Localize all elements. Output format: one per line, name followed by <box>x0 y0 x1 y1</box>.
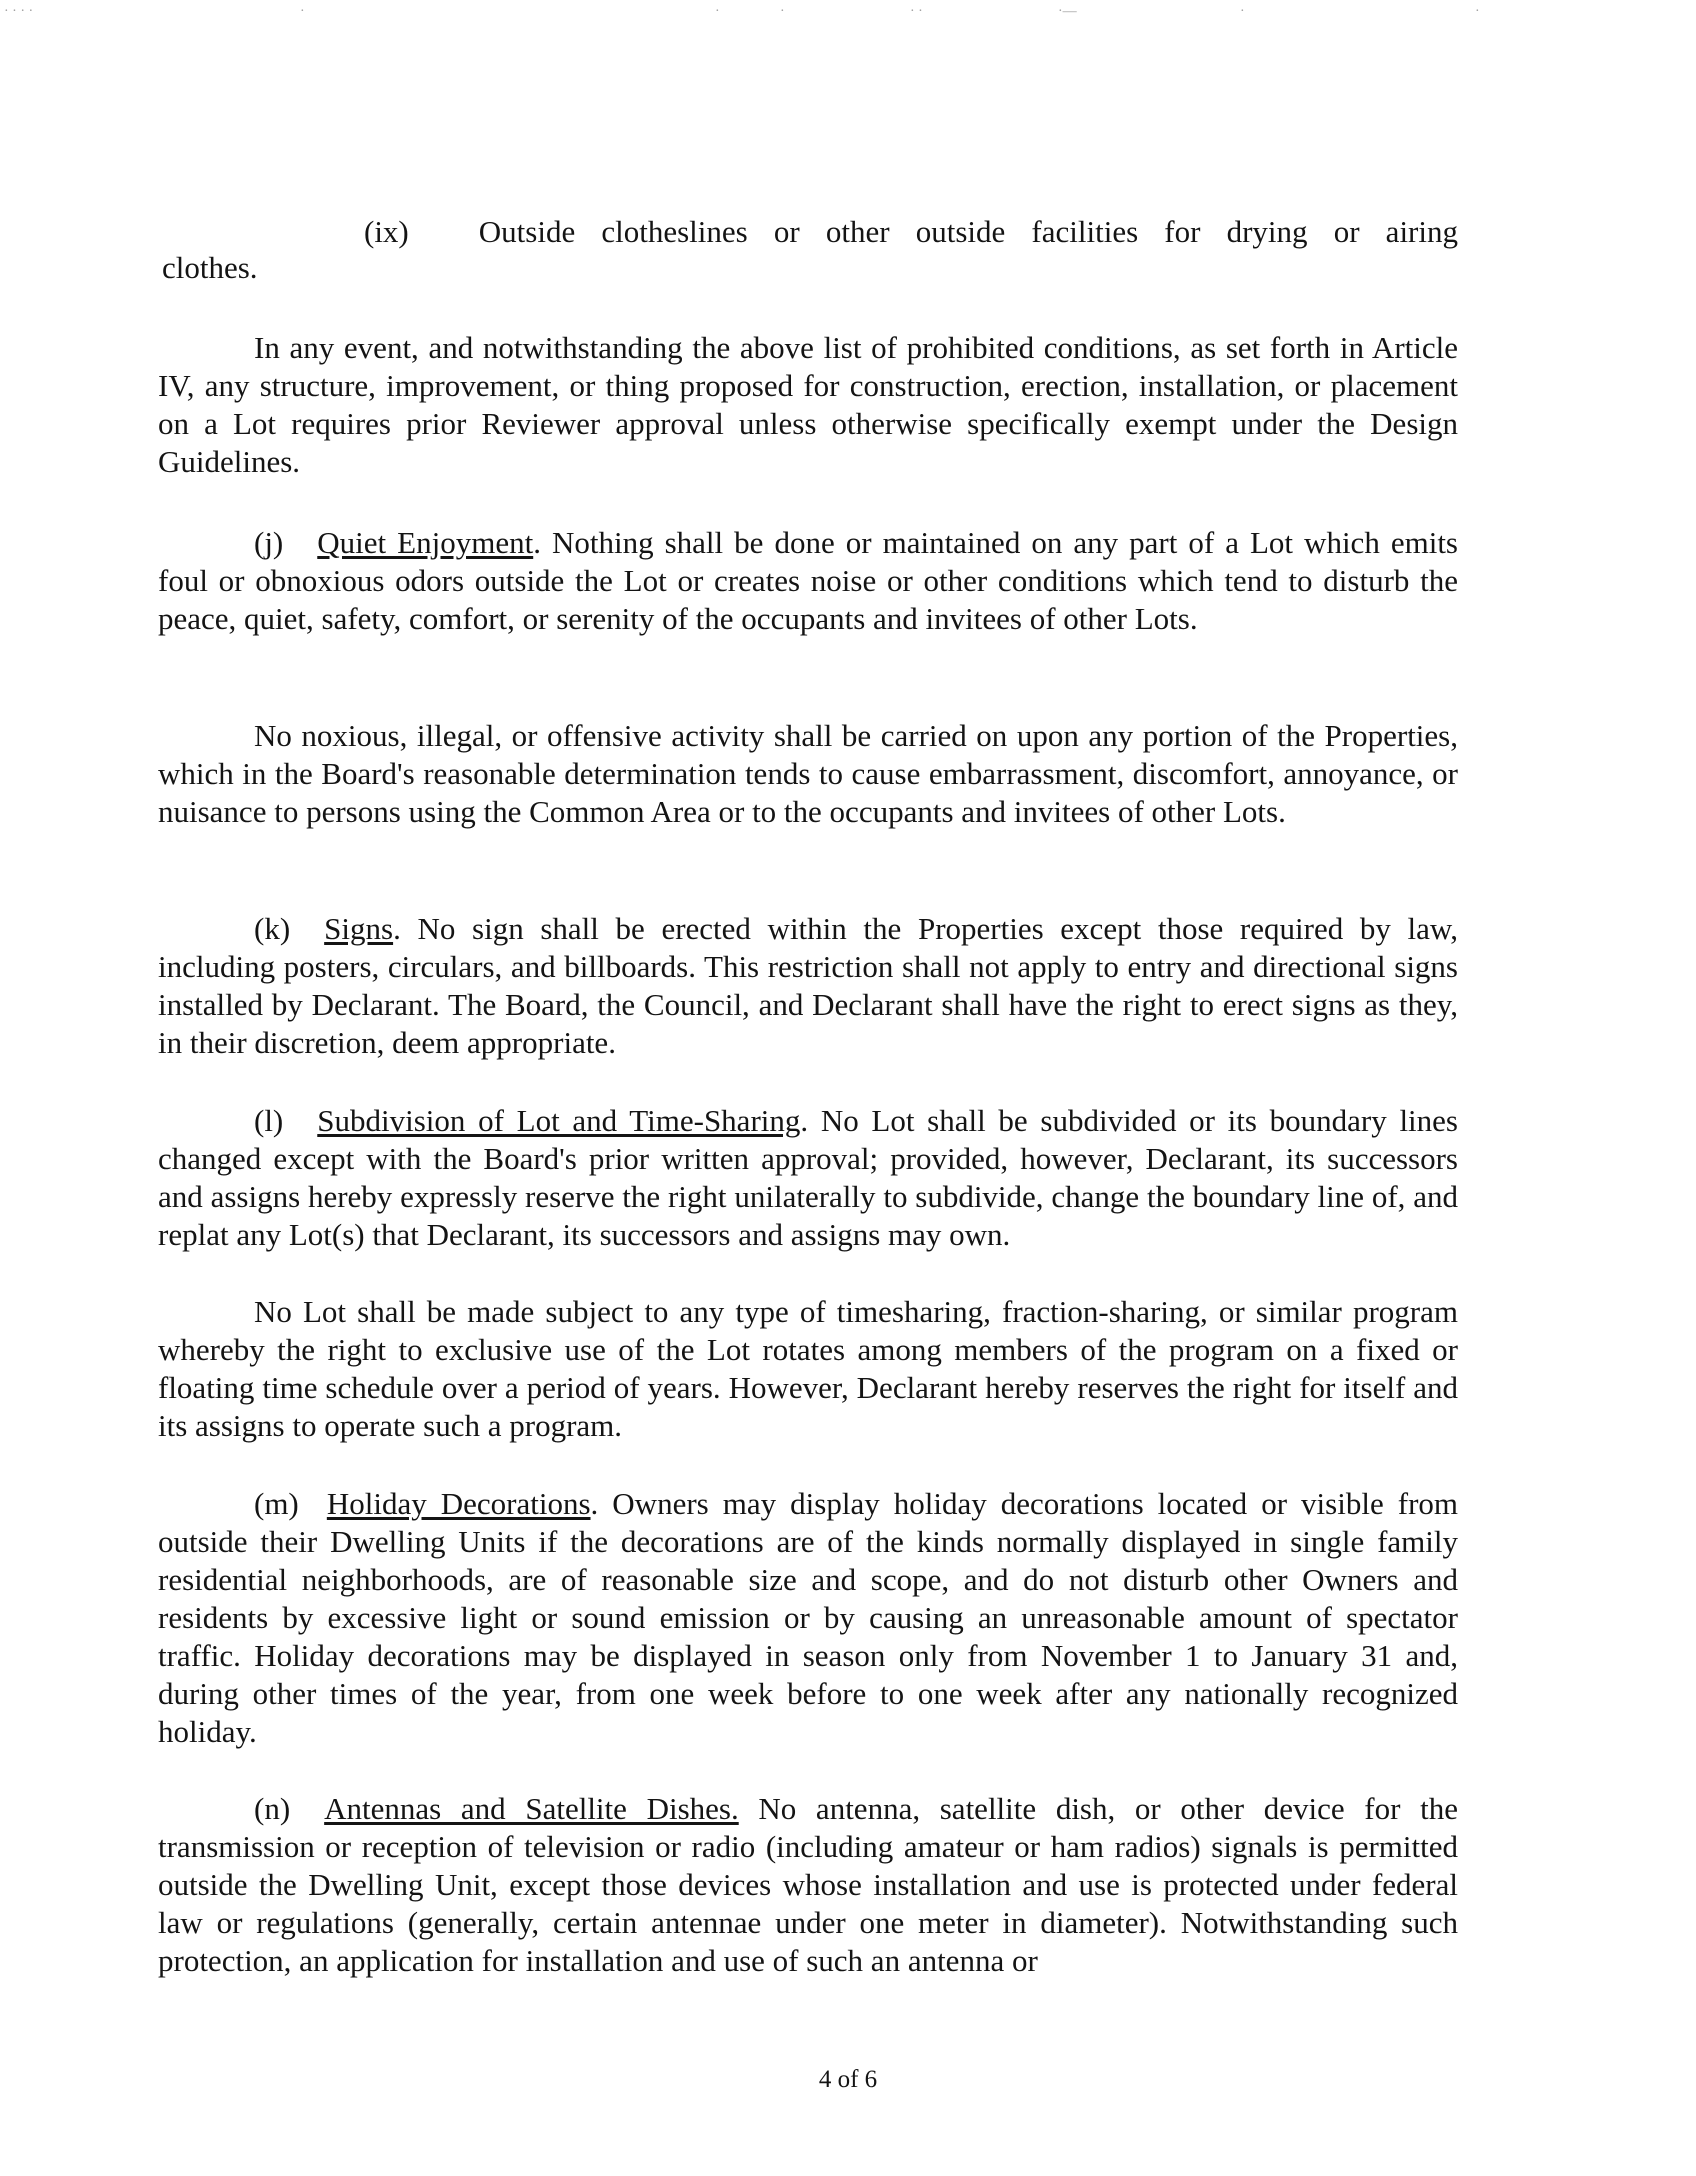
item-ix-continuation: clothes. <box>162 250 258 285</box>
item-ix <box>364 213 1458 251</box>
section-l <box>158 1102 1458 1254</box>
scan-mark: · · <box>910 4 923 19</box>
scan-mark: · <box>1240 4 1245 19</box>
scan-mark: · · · · <box>4 4 34 19</box>
section-n <box>158 1790 1458 1980</box>
scan-mark: · <box>715 4 720 19</box>
page-number: 4 of 6 <box>818 2066 878 2093</box>
scan-mark: ·— <box>1058 4 1077 19</box>
paragraph-any-event: In any event, and notwithstanding the above list of prohibited conditions, as set forth in Article IV, any structure, improvement, or thing proposed for construction, erection, installation, or placement on a Lot requires prior Reviewer approval unless otherwise specifically exempt under the Design Guidelines. <box>158 330 1458 479</box>
section-j-text: . Nothing shall be done or maintained on any part of a Lot which emits foul or obnoxious odors outside the Lot or creates noise or other conditions which tend to disturb the peace, quiet, safety, comfort, or serenity of the occupants and invitees of other Lots. <box>158 525 1458 636</box>
section-k-heading: Signs <box>324 911 394 946</box>
section-k <box>158 910 1458 1062</box>
section-j-heading: Quiet Enjoyment <box>317 525 534 560</box>
scan-mark: · <box>780 4 785 19</box>
scan-mark: · <box>1475 4 1480 19</box>
section-k-label: (k) <box>254 911 291 946</box>
section-m-text: . Owners may display holiday decorations located or visible from outside their Dwelling Units if the decorations are of the kinds normally displayed in single family residential neighborhoods, are of reasonable size and scope, and do not disturb other Owners and residents by excessive light or sound emission or by causing an unreasonable amount of spectator traffic. Holiday decorations may be displayed in season only from November 1 to January 31 and, during other times of the year, from one week before to one week after any nationally recognized holiday. <box>158 1486 1458 1749</box>
section-m-label: (m) <box>254 1486 299 1521</box>
item-ix-label: (ix) <box>364 214 409 249</box>
section-m <box>158 1485 1458 1751</box>
section-l-heading: Subdivision of Lot and Time-Sharing <box>317 1103 801 1138</box>
scan-mark: · <box>300 4 305 19</box>
item-ix-text: Outside clotheslines or other outside facilities for drying or airing <box>478 214 1458 249</box>
section-l-text: . No Lot shall be subdivided or its boundary lines changed except with the Board's prior written approval; provided, however, Declarant, its successors and assigns hereby expressly reserve the right unilaterally to subdivide, change the boundary line of, and replat any Lot(s) that Declarant, its successors and assigns may own. <box>158 1103 1458 1252</box>
section-k-text: . No sign shall be erected within the Properties except those required by law, including posters, circulars, and billboards. This restriction shall not apply to entry and directional signs installed by Declarant. The Board, the Council, and Declarant shall have the right to erect signs as they, in their discretion, deem appropriate. <box>158 911 1458 1060</box>
section-n-heading: Antennas and Satellite Dishes. <box>324 1791 739 1826</box>
section-n-label: (n) <box>254 1791 291 1826</box>
section-m-heading: Holiday Decorations <box>326 1486 591 1521</box>
section-j-label: (j) <box>254 525 284 560</box>
section-l-label: (l) <box>254 1103 284 1138</box>
paragraph-noxious: No noxious, illegal, or offensive activity shall be carried on upon any portion of the Properties, which in the Board's reasonable determination tends to cause embarrassment, discomfort, annoyance, or nuisance to persons using the Common Area or to the occupants and invitees of other Lots. <box>158 718 1458 829</box>
paragraph-timesharing: No Lot shall be made subject to any type of timesharing, fraction-sharing, or similar program whereby the right to exclusive use of the Lot rotates among members of the program on a fixed or floating time schedule over a period of years. However, Declarant hereby reserves the right for itself and its assigns to operate such a program. <box>158 1294 1458 1443</box>
section-j <box>158 524 1458 638</box>
section-n-text: No antenna, satellite dish, or other device for the transmission or reception of television or radio (including amateur or ham radios) signals is permitted outside the Dwelling Unit, except those devices whose installation and use is protected under federal law or regulations (generally, certain antennae under one meter in diameter). Notwithstanding such protection, an application for installation and use of such an antenna or <box>158 1791 1458 1978</box>
